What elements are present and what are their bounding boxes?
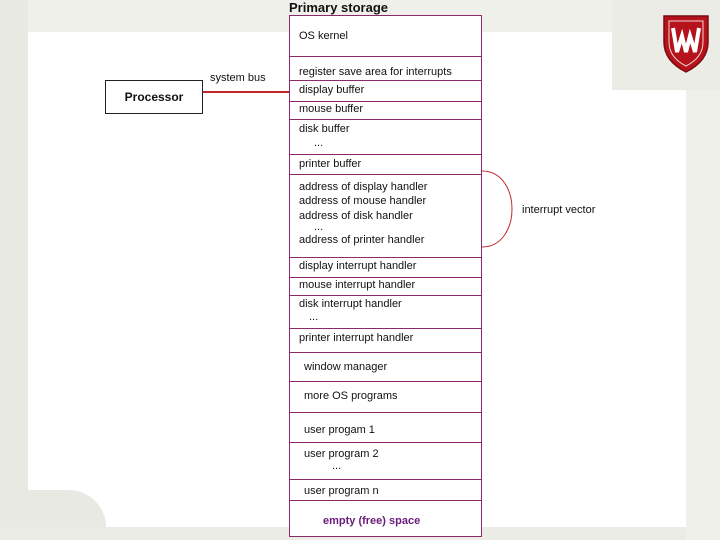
region-label: mouse buffer — [299, 103, 364, 115]
memory-region — [290, 479, 481, 500]
memory-region — [290, 295, 481, 328]
memory-region — [290, 442, 481, 479]
ellipsis-label: ... — [314, 137, 324, 149]
system-bus-label: system bus — [210, 72, 266, 84]
processor-box — [105, 80, 203, 114]
memory-region — [290, 16, 481, 56]
region-label: printer buffer — [299, 158, 362, 170]
background-blob — [28, 490, 106, 527]
region-label: user program n — [304, 485, 379, 497]
memory-region — [290, 80, 481, 101]
region-label: display interrupt handler — [299, 260, 417, 272]
memory-region — [290, 101, 481, 119]
region-label: address of mouse handler — [299, 195, 427, 207]
ellipsis-label: ... — [314, 221, 324, 233]
diagram-title: Primary storage — [289, 0, 388, 15]
region-label: more OS programs — [304, 390, 398, 402]
region-label: address of display handler — [299, 181, 428, 193]
region-label: register save area for interrupts — [299, 66, 452, 78]
memory-region — [290, 277, 481, 295]
region-label: address of printer handler — [299, 234, 425, 246]
region-label: disk interrupt handler — [299, 298, 402, 310]
region-label: user progam 1 — [304, 424, 375, 436]
memory-region — [290, 412, 481, 442]
ellipsis-label: ... — [309, 311, 319, 323]
memory-region — [290, 381, 481, 412]
region-label: address of disk handler — [299, 210, 413, 222]
memory-region — [290, 328, 481, 352]
university-crest-logo — [662, 12, 710, 74]
region-label: window manager — [304, 361, 388, 373]
free-space-label: empty (free) space — [323, 515, 421, 527]
region-label: mouse interrupt handler — [299, 279, 416, 291]
free-space-region — [290, 500, 481, 536]
memory-region — [290, 56, 481, 80]
memory-region — [290, 119, 481, 154]
region-label: display buffer — [299, 84, 365, 96]
system-bus-line — [203, 91, 289, 93]
region-label: printer interrupt handler — [299, 332, 414, 344]
memory-region — [290, 352, 481, 381]
interrupt-vector-label: interrupt vector — [522, 204, 596, 216]
memory-region — [290, 154, 481, 174]
primary-storage-block — [289, 15, 482, 537]
processor-label: Processor — [124, 90, 184, 104]
interrupt-vector-region — [290, 174, 481, 257]
background-band-left — [0, 0, 28, 540]
region-label: OS kernel — [299, 30, 348, 42]
interrupt-vector-bracket — [482, 170, 522, 250]
memory-region — [290, 257, 481, 277]
ellipsis-label: ... — [332, 460, 342, 472]
region-label: user program 2 — [304, 448, 379, 460]
region-label: disk buffer — [299, 123, 350, 135]
